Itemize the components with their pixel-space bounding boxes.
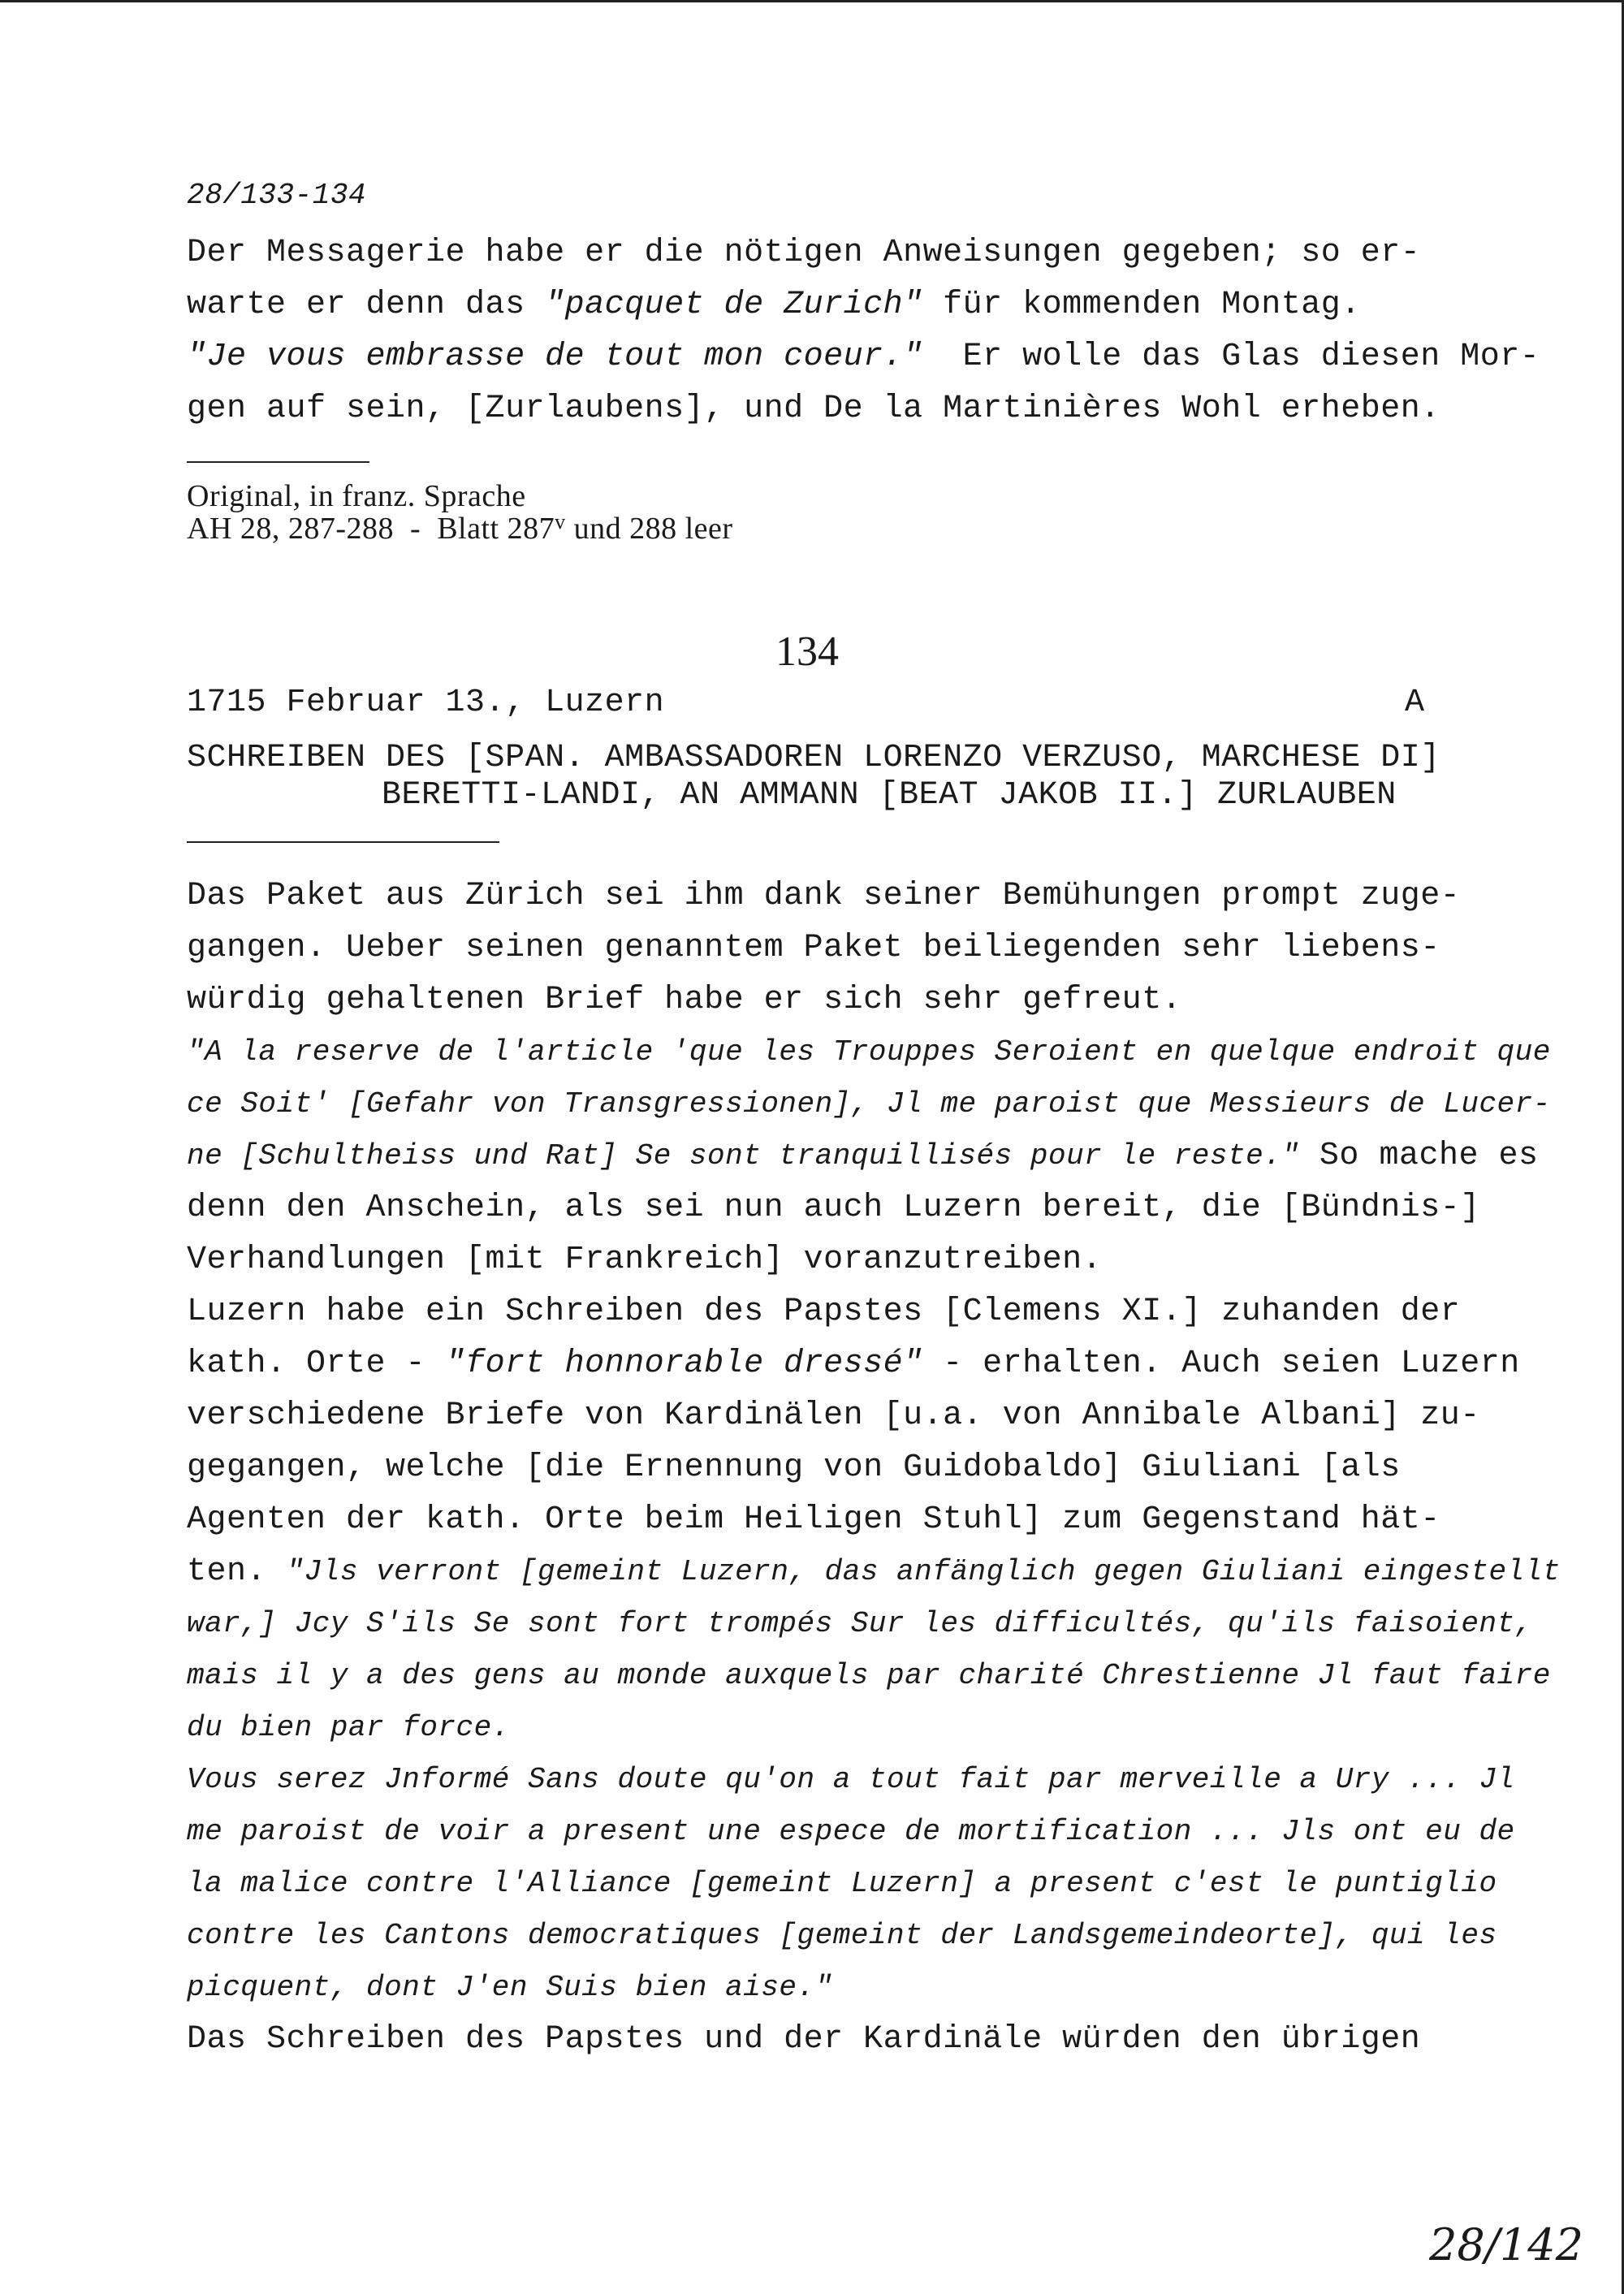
body-line-quote: Vous serez Jnformé Sans doute qu'on a tout fait par merveille a Ury ... Jl bbox=[187, 1763, 1515, 1796]
source-note: Original, in franz. Sprache bbox=[187, 479, 526, 513]
source-note: AH 28, 287-288 - Blatt 287$^v$ und 288 leer bbox=[187, 510, 733, 546]
paragraph-line: "Je vous embrasse de tout mon coeur." Er wolle das Glas diesen Mor- bbox=[187, 339, 1540, 375]
body-line-quote: mais il y a des gens au monde auxquels par charité Chrestienne Jl faut faire bbox=[187, 1659, 1551, 1692]
body-line-quote: la malice contre l'Alliance [gemeint Luzern] a present c'est le puntiglio bbox=[187, 1867, 1497, 1900]
body-line: ten. "Jls verront [gemeint Luzern, das anfänglich gegen Giuliani eingestellt bbox=[187, 1553, 1561, 1590]
quote: "Jls verront [gemeint Luzern, das anfänglich gegen Giuliani eingestellt bbox=[286, 1555, 1561, 1588]
paragraph-line: Der Messagerie habe er die nötigen Anweisungen gegeben; so er- bbox=[187, 235, 1421, 271]
body-line: Das Schreiben des Papstes und der Kardinäle würden den übrigen bbox=[187, 2021, 1421, 2058]
section-divider bbox=[187, 461, 369, 463]
quote: "fort honnorable dressé" bbox=[445, 1346, 923, 1382]
paragraph-line: warte er denn das "pacquet de Zurich" für kommenden Montag. bbox=[187, 287, 1361, 323]
body-line-quote: me paroist de voir a present une espece de mortification ... Jls ont eu de bbox=[187, 1815, 1515, 1848]
document-title: SCHREIBEN DES [SPAN. AMBASSADOREN LORENZO VERZUSO, MARCHESE DI] bbox=[187, 740, 1440, 776]
body-line-quote: war,] Jcy S'ils Se sont fort trompés Sur les difficultés, qu'ils faisoient, bbox=[187, 1607, 1533, 1640]
document-title: BERETTI-LANDI, AN AMMANN [BEAT JAKOB II.] ZURLAUBEN bbox=[382, 777, 1397, 814]
handwritten-page-number: 28/142 bbox=[1429, 2219, 1583, 2270]
body-line: ne [Schultheiss und Rat] Se sont tranquillisés pour le reste." So mache es bbox=[187, 1138, 1539, 1174]
quote: ne [Schultheiss und Rat] Se sont tranquillisés pour le reste." bbox=[187, 1139, 1300, 1173]
document-number: 134 bbox=[775, 629, 839, 675]
body-line-quote: "A la reserve de l'article 'que les Trouppes Seroient en quelque endroit que bbox=[187, 1035, 1551, 1069]
body-line: Agenten der kath. Orte beim Heiligen Stuhl] zum Gegenstand hät- bbox=[187, 1501, 1440, 1538]
body-line-quote: picquent, dont J'en Suis bien aise." bbox=[187, 1971, 833, 2004]
archive-reference: 28/133-134 bbox=[187, 179, 367, 212]
quote: "pacquet de Zurich" bbox=[545, 287, 923, 323]
body-line: Das Paket aus Zürich sei ihm dank seiner Bemühungen prompt zuge- bbox=[187, 878, 1461, 914]
body-line-quote: ce Soit' [Gefahr von Transgressionen], Jl me paroist que Messieurs de Lucer- bbox=[187, 1087, 1551, 1121]
dateline: 1715 Februar 13., Luzern bbox=[187, 685, 665, 721]
body-line-quote: contre les Cantons democratiques [gemeint der Landsgemeindeorte], qui les bbox=[187, 1919, 1497, 1952]
body-line: verschiedene Briefe von Kardinälen [u.a. von Annibale Albani] zu- bbox=[187, 1398, 1480, 1434]
body-line: Luzern habe ein Schreiben des Papstes [Clemens XI.] zuhanden der bbox=[187, 1294, 1461, 1330]
body-line: kath. Orte - "fort honnorable dressé" - erhalten. Auch seien Luzern bbox=[187, 1346, 1520, 1382]
body-line: Verhandlungen [mit Frankreich] voranzutreiben. bbox=[187, 1242, 1103, 1278]
body-line-quote: du bien par force. bbox=[187, 1711, 510, 1744]
paragraph-line: gen auf sein, [Zurlaubens], und De la Martinières Wohl erheben. bbox=[187, 391, 1440, 427]
dateline-code: A bbox=[1405, 685, 1425, 721]
body-line: denn den Anschein, als sei nun auch Luzern bereit, die [Bündnis-] bbox=[187, 1190, 1480, 1226]
quote: "Je vous embrasse de tout mon coeur." bbox=[187, 339, 923, 375]
body-line: würdig gehaltenen Brief habe er sich sehr gefreut. bbox=[187, 982, 1182, 1018]
body-line: gegangen, welche [die Ernennung von Guidobaldo] Giuliani [als bbox=[187, 1449, 1401, 1486]
body-line: gangen. Ueber seinen genanntem Paket beiliegenden sehr liebens- bbox=[187, 930, 1440, 966]
section-divider bbox=[187, 841, 499, 843]
